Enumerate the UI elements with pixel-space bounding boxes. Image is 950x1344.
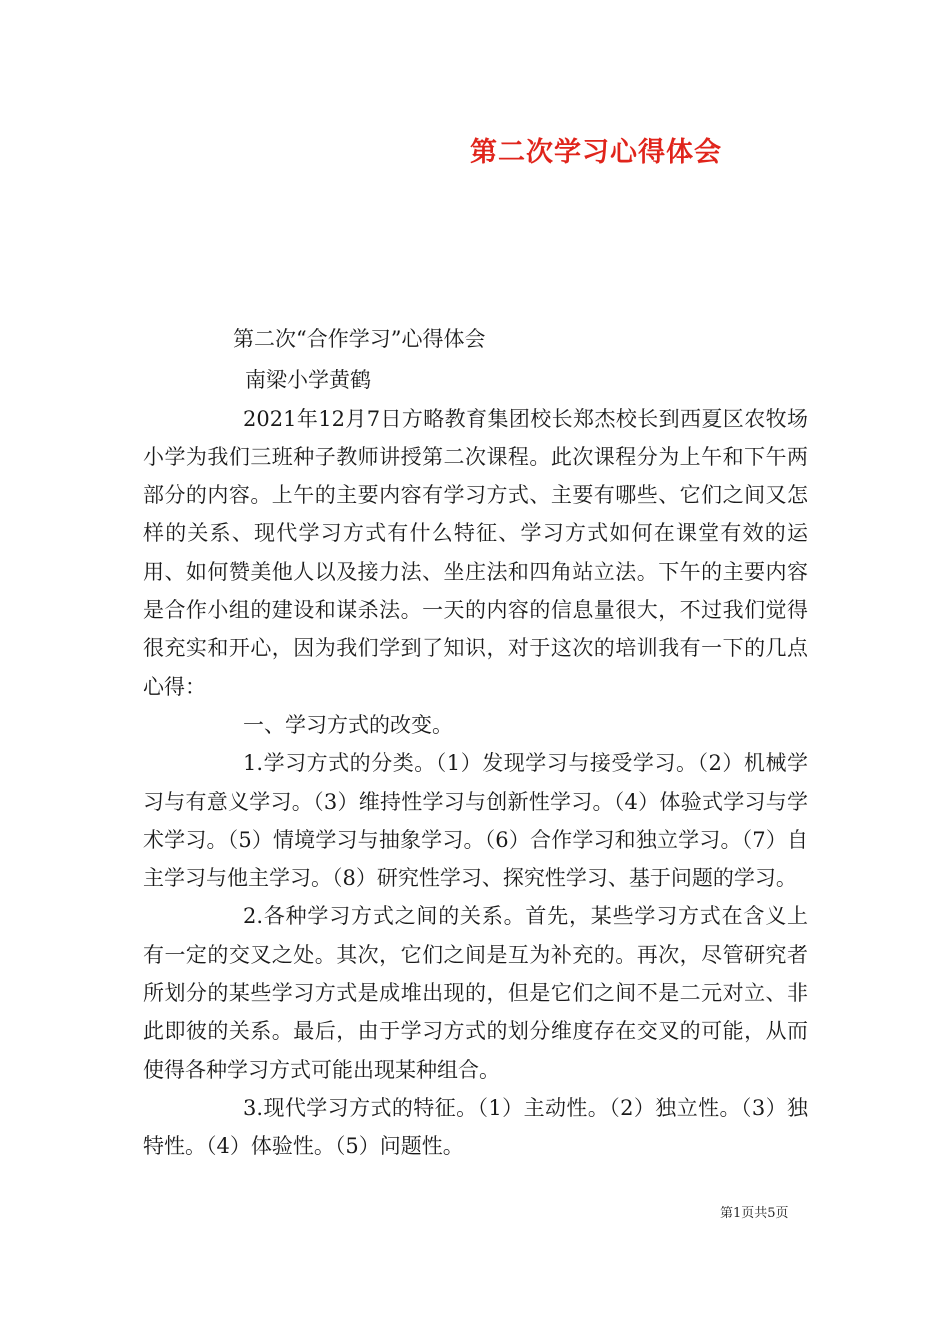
paragraph-2: 2.各种学习方式之间的关系。首先，某些学习方式在含义上有一定的交叉之处。其次，它们之间是互为补充的。再次，尽管研究者所划分的某些学习方式是成堆出现的，但是它们之间不是二元对立、非此即彼的关系。最后，由于学习方式的划分维度存在交叉的可能，从而使得各种学习方式可能出现某种组合。: [143, 904, 808, 1082]
paragraph-intro: 2021年12月7日方略教育集团校长郑杰校长到西夏区农牧场小学为我们三班种子教师讲授第二次课程。此次课程分为上午和下午两部分的内容。上午的主要内容有学习方式、主要有哪些、它们之间又怎样的关系、现代学习方式有什么特征、学习方式如何在课堂有效的运用、如何赞美他人以及接力法、坐庄法和四角站立法。下午的主要内容是合作小组的建设和谋杀法。一天的内容的信息量很大，不过我们觉得很充实和开心，因为我们学到了知识，对于这次的培训我有一下的几点心得：: [143, 406, 808, 699]
page-number: 第1页共5页: [720, 1206, 789, 1221]
document-author: 南梁小学黄鹤: [245, 368, 371, 393]
document-body: [143, 320, 808, 1166]
paragraph-3: 3.现代学习方式的特征。（1）主动性。（2）独立性。（3）独特性。（4）体验性。（5）问题性。: [143, 1095, 808, 1159]
paragraph-1: 1.学习方式的分类。（1）发现学习与接受学习。（2）机械学习与有意义学习。（3）维持性学习与创新性学习。（4）体验式学习与学术学习。（5）情境学习与抽象学习。（6）合作学习和独立学习。（7）自主学习与他主学习。（8）研究性学习、探究性学习、基于问题的学习。: [143, 751, 808, 891]
section-heading-1: 一、学习方式的改变。: [243, 712, 453, 737]
document-title: 第二次学习心得体会: [470, 137, 722, 168]
document-subtitle: 第二次“合作学习”心得体会: [233, 327, 486, 351]
